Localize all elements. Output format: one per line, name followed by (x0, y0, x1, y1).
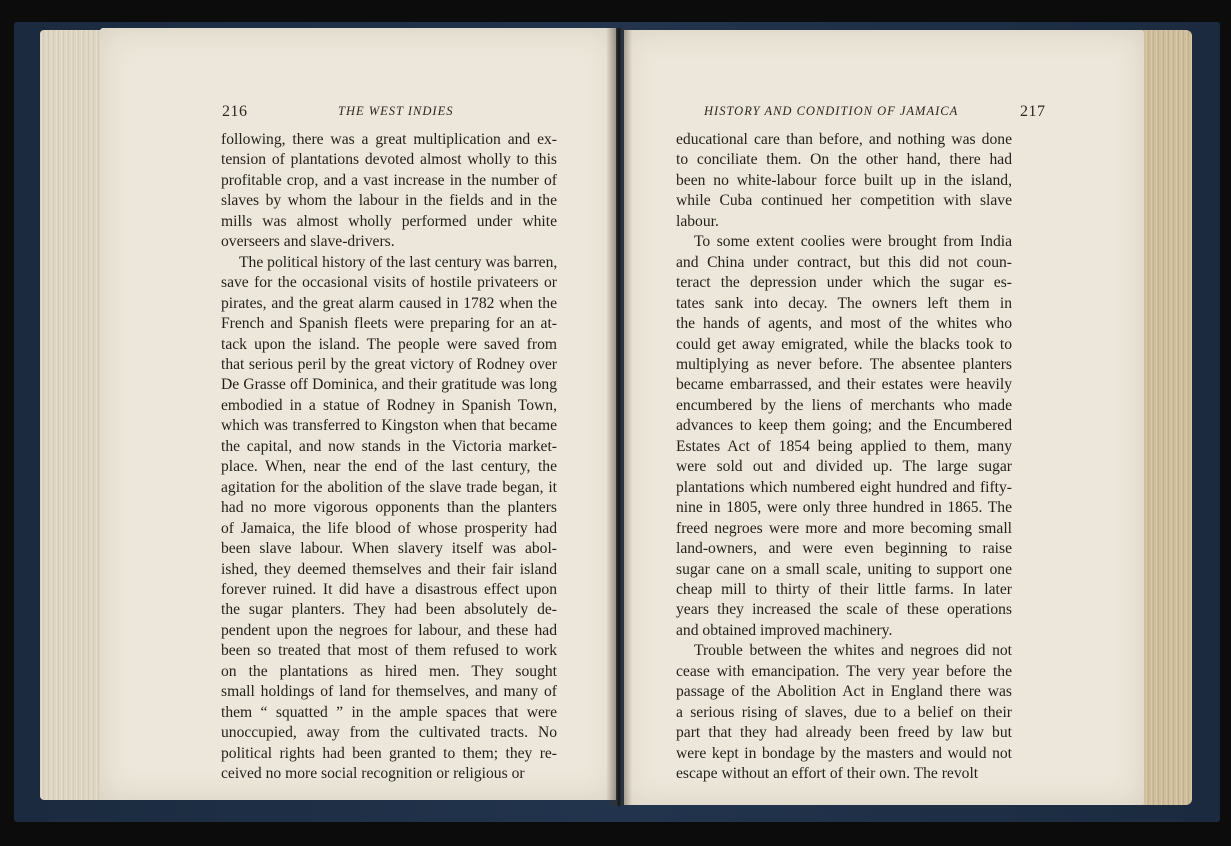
text-line: tates sank into decay. The owners left them in (676, 294, 1012, 312)
text-line: the sugar planters. They had been absolutely de- (221, 601, 557, 619)
text-line: place. When, near the end of the last century, the (221, 458, 557, 476)
text-line: the capital, and now stands in the Victoria market- (221, 437, 557, 455)
text-line: embodied in a statue of Rodney in Spanish Town, (221, 396, 557, 414)
text-line: sugar cane on a small scale, uniting to support one (676, 560, 1012, 578)
text-line: been slave labour. When slavery itself was abol- (221, 540, 557, 558)
text-line: multiplying as never before. The absentee planters (676, 355, 1012, 373)
text-line: while Cuba continued her competition with slave (676, 192, 1012, 210)
right-page-number: 217 (1020, 103, 1046, 120)
text-line: cease with emancipation. The very year before the (676, 662, 1012, 680)
text-line: save for the occasional visits of hostile privateers or (221, 274, 557, 292)
text-line: unoccupied, away from the cultivated tracts. No (221, 724, 557, 742)
text-line: ished, they deemed themselves and their fair island (221, 560, 557, 578)
text-line: that serious peril by the great victory of Rodney over (221, 355, 557, 373)
left-page-number: 216 (222, 103, 248, 120)
text-line: to conciliate them. On the other hand, there had (676, 151, 1012, 169)
text-line: on the plantations as hired men. They sought (221, 662, 557, 680)
text-line: part that they had already been freed by law but (676, 724, 1012, 742)
text-line: had no more vigorous opponents than the planters (221, 499, 557, 517)
text-line: slaves by whom the labour in the fields and in the (221, 192, 557, 210)
book-gutter (606, 28, 632, 806)
right-page-body (676, 130, 1012, 785)
text-line: following, there was a great multiplication and ex- (221, 131, 557, 148)
text-line: freed negroes were more and more becoming small (676, 519, 1012, 537)
left-running-head: THE WEST INDIES (338, 104, 454, 118)
text-line: pendent upon the negroes for labour, and these had (221, 621, 557, 639)
text-line: Trouble between the whites and negroes did not (694, 642, 1012, 660)
text-line: escape without an effort of their own. The revolt (676, 765, 979, 783)
text-line: cheap mill to thirty of their little farms. In later (676, 580, 1012, 598)
text-line: nine in 1805, were only three hundred in 1865. The (676, 499, 1012, 517)
text-line: which was transferred to Kingston when that became (221, 417, 557, 435)
text-line: mills was almost wholly performed under white (221, 212, 557, 230)
text-line: became embarrassed, and their estates were heavily (676, 376, 1012, 394)
text-line: a serious rising of slaves, due to a belief on their (676, 703, 1012, 721)
text-line: ceived no more social recognition or religious or (221, 765, 525, 783)
text-line: the hands of agents, and most of the whites who (676, 315, 1012, 333)
text-line: been no white-labour force built up in the island, (676, 171, 1012, 189)
text-line: profitable crop, and a vast increase in the number of (221, 171, 557, 189)
text-line: encumbered by the liens of merchants who made (676, 396, 1012, 414)
text-line: plantations which numbered eight hundred and fifty- (676, 478, 1012, 496)
text-line: them “ squatted ” in the ample spaces that were (221, 703, 557, 721)
text-line: forever ruined. It did have a disastrous effect upon (221, 580, 557, 598)
text-line: advances to keep them going; and the Encumbered (676, 417, 1012, 435)
text-line: land-owners, and were even beginning to raise (676, 540, 1012, 558)
left-page-body (221, 130, 557, 785)
text-line: The political history of the last century was barren, (239, 253, 558, 271)
text-line: political rights had been granted to them; they re- (221, 744, 557, 762)
text-line: could get away emigrated, while the blacks took to (676, 335, 1012, 353)
text-line: small holdings of land for themselves, and many of (221, 683, 557, 701)
right-running-head: HISTORY AND CONDITION OF JAMAICA (704, 104, 959, 118)
text-line: De Grasse off Dominica, and their gratitude was long (221, 376, 557, 394)
text-line: Estates Act of 1854 being applied to them, many (676, 437, 1012, 455)
text-line: pirates, and the great alarm caused in 1782 when the (221, 294, 557, 312)
text-line: To some extent coolies were brought from India (694, 233, 1012, 251)
text-line: and obtained improved machinery. (676, 621, 893, 639)
text-line: agitation for the abolition of the slave trade began, it (221, 478, 557, 496)
text-line: were kept in bondage by the masters and would not (676, 744, 1012, 762)
text-line: French and Spanish fleets were preparing for an at- (221, 315, 557, 333)
text-line: passage of the Abolition Act in England there was (676, 683, 1012, 701)
text-line: overseers and slave-drivers. (221, 233, 395, 251)
text-line: of Jamaica, the life blood of whose prosperity had (221, 519, 557, 537)
text-line: labour. (676, 212, 719, 230)
text-line: teract the depression under which the sugar es- (676, 274, 1012, 292)
text-line: and China under contract, but this did not coun- (676, 253, 1012, 271)
text-line: educational care than before, and nothing was done (676, 131, 1012, 148)
text-line: tack upon the island. The people were saved from (221, 335, 557, 353)
text-line: been so treated that most of them refused to work (221, 642, 557, 660)
text-line: years they increased the scale of these operations (676, 601, 1012, 619)
text-line: tension of plantations devoted almost wholly to this (221, 151, 557, 169)
text-line: were sold out and divided up. The large sugar (676, 458, 1012, 476)
